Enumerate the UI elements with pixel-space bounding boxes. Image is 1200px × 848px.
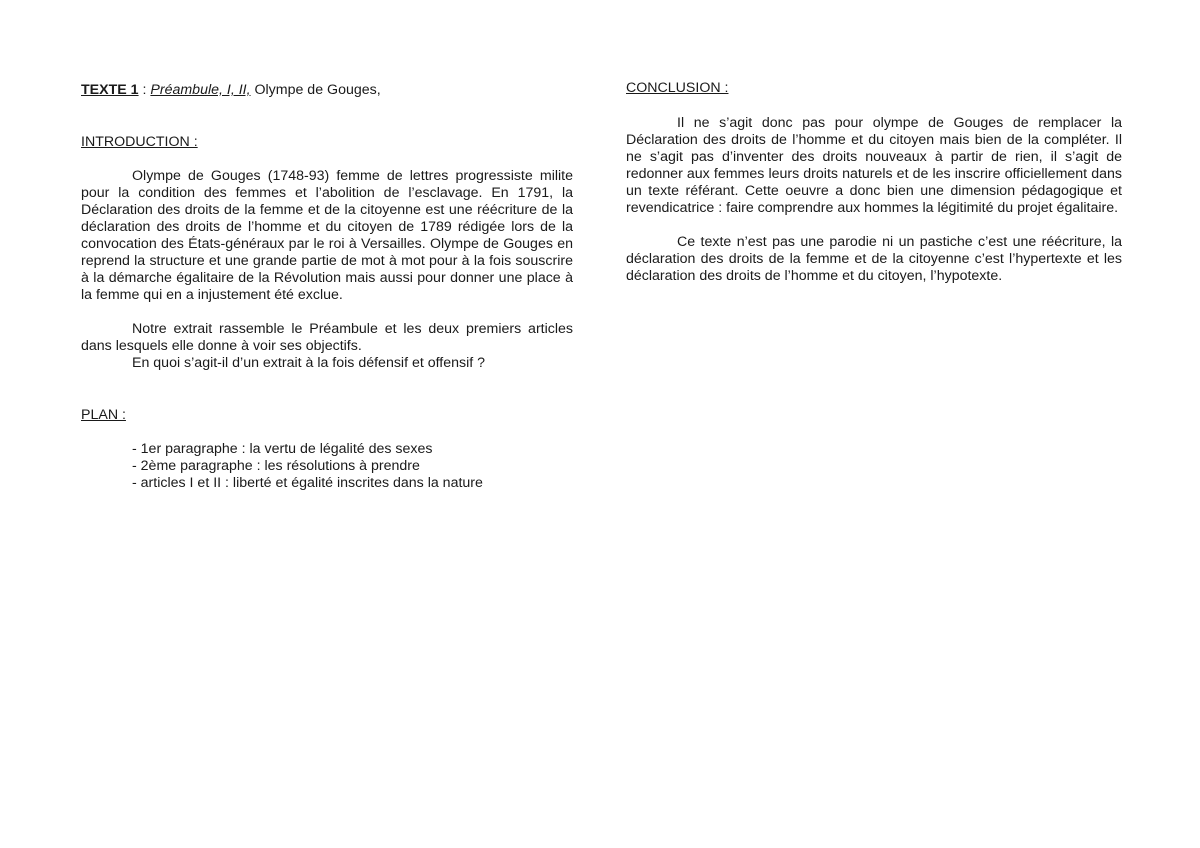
conclusion-heading: CONCLUSION : [626, 80, 729, 96]
author-name: Olympe de Gouges, [250, 82, 381, 98]
plan-heading: PLAN : [81, 407, 126, 423]
texte-label: TEXTE 1 [81, 82, 139, 98]
plan-item: - articles I et II : liberté et égalité inscrites dans la nature [132, 475, 483, 491]
introduction-question: En quoi s’agit-il d’un extrait à la fois défensif et offensif ? [132, 355, 486, 371]
introduction-paragraph-2: Notre extrait rassemble le Préambule et les deux premiers articles dans lesquels elle donne à voir ses objectifs. [81, 321, 573, 354]
plan-item: - 1er paragraphe : la vertu de légalité des sexes [132, 441, 433, 457]
title-separator: : [138, 82, 151, 98]
introduction-paragraph-1: Olympe de Gouges (1748-93) femme de lettres progressiste milite pour la condition des femmes et l’abolition de l’esclavage. En 1791, la Déclaration des droits de la femme et de la citoyenne est une réécriture de la déclaration des droits de l’homme et du citoyen de 1789 rédigée lors de la convocation des États-généraux par le roi à Versailles. Olympe de Gouges en reprend la structure et une grande partie de mot à mot pour à la fois souscrire à la démarche égalitaire de la Révolution mais aussi pour donner une place à la femme qui en a injustement été exclue. [81, 168, 573, 303]
conclusion-paragraph-1: Il ne s’agit donc pas pour olympe de Gouges de remplacer la Déclaration des droits de l’homme et du citoyen mais bien de la compléter. Il ne s’agit pas d’inventer des droits nouveaux à partir de rien, il s’agit de redonner aux femmes leurs droits naturels et de les inscrire officiellement dans un texte référant. Cette oeuvre a donc bien une dimension pédagogique et revendicatrice : faire comprendre aux hommes la légitimité du projet égalitaire. [626, 115, 1122, 216]
plan-list [132, 441, 483, 492]
conclusion-paragraph-2: Ce texte n’est pas une parodie ni un pastiche c’est une réécriture, la déclaration des droits de la femme et de la citoyenne c’est l’hypertexte et les déclaration des droits de l’homme et du citoyen, l’hypotexte. [626, 234, 1122, 284]
plan-item: - 2ème paragraphe : les résolutions à prendre [132, 458, 420, 474]
introduction-heading: INTRODUCTION : [81, 134, 198, 150]
work-title: Préambule, I, II, [150, 82, 251, 98]
document-title [81, 82, 381, 99]
